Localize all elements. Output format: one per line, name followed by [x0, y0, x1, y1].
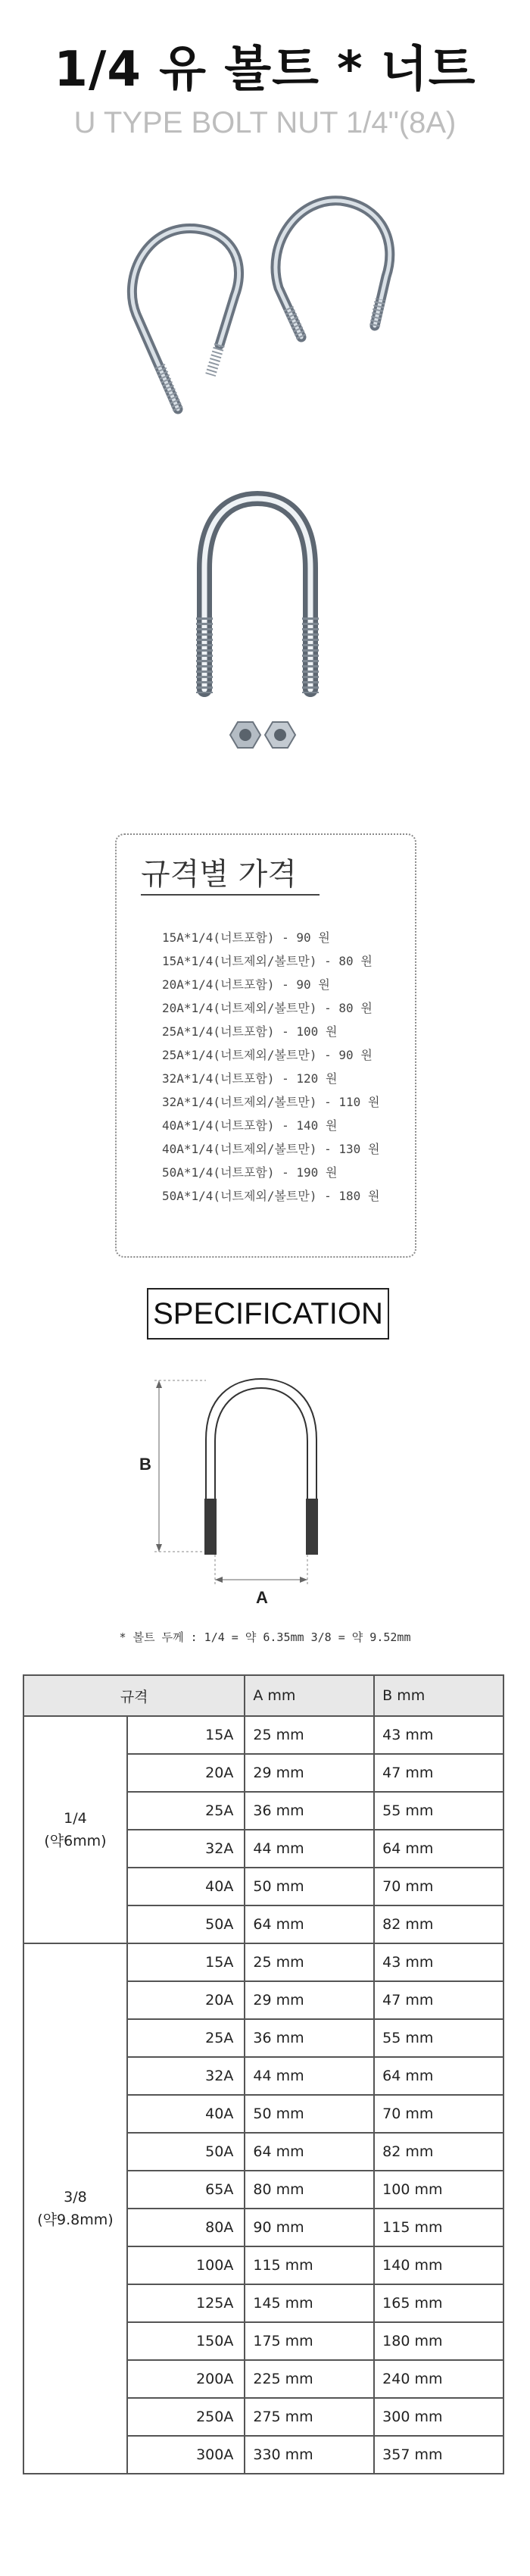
table-row: [23, 1716, 504, 1754]
b-cell: 240 mm: [374, 2360, 504, 2398]
a-cell: 80 mm: [245, 2171, 374, 2209]
u-bolt-photo: [167, 485, 348, 705]
a-cell: 50 mm: [245, 1868, 374, 1905]
size-cell: 300A: [127, 2436, 245, 2474]
a-cell: 36 mm: [245, 2019, 374, 2057]
a-cell: 44 mm: [245, 1830, 374, 1868]
size-cell: 40A: [127, 2095, 245, 2133]
size-cell: 40A: [127, 1868, 245, 1905]
price-list-box: [115, 833, 416, 1258]
size-cell: 15A: [127, 1716, 245, 1754]
group-sub: (약9.8mm): [37, 2212, 114, 2228]
group-name: 3/8: [64, 2189, 87, 2206]
size-cell: 20A: [127, 1754, 245, 1792]
price-list-title: 규격별 가격: [141, 857, 297, 892]
spec-table: [23, 1674, 504, 2474]
price-item: 32A*1/4(너트제외/볼트만) - 110 원: [162, 1095, 380, 1109]
b-cell: 82 mm: [374, 2133, 504, 2171]
b-cell: 300 mm: [374, 2398, 504, 2436]
header-size: 규격: [23, 1675, 245, 1716]
table-header-row: [23, 1675, 504, 1716]
size-cell: 32A: [127, 1830, 245, 1868]
price-item: 20A*1/4(너트포함) - 90 원: [162, 977, 330, 992]
header-a: A mm: [245, 1675, 374, 1716]
group-cell: [23, 1943, 127, 2474]
b-cell: 64 mm: [374, 2057, 504, 2095]
a-cell: 175 mm: [245, 2322, 374, 2360]
b-cell: 47 mm: [374, 1754, 504, 1792]
price-item: 15A*1/4(너트제외/볼트만) - 80 원: [162, 954, 373, 968]
a-cell: 64 mm: [245, 2133, 374, 2171]
price-item: 15A*1/4(너트포함) - 90 원: [162, 930, 330, 945]
a-cell: 225 mm: [245, 2360, 374, 2398]
title-underline: [141, 894, 320, 896]
dimension-a-label: A: [256, 1588, 268, 1607]
a-cell: 330 mm: [245, 2436, 374, 2474]
b-cell: 55 mm: [374, 2019, 504, 2057]
a-cell: 64 mm: [245, 1905, 374, 1943]
thread-left: [204, 1499, 217, 1555]
size-cell: 50A: [127, 2133, 245, 2171]
b-cell: 43 mm: [374, 1943, 504, 1981]
u-bolt-pair-photo: [106, 182, 424, 432]
b-cell: 82 mm: [374, 1905, 504, 1943]
b-cell: 47 mm: [374, 1981, 504, 2019]
b-cell: 55 mm: [374, 1792, 504, 1830]
a-cell: 50 mm: [245, 2095, 374, 2133]
table-row: [23, 1943, 504, 1981]
a-cell: 29 mm: [245, 1754, 374, 1792]
b-cell: 357 mm: [374, 2436, 504, 2474]
size-cell: 25A: [127, 2019, 245, 2057]
a-cell: 275 mm: [245, 2398, 374, 2436]
size-cell: 50A: [127, 1905, 245, 1943]
hex-nuts-photo: [220, 712, 310, 758]
a-cell: 90 mm: [245, 2209, 374, 2246]
group-name: 1/4: [64, 1810, 87, 1827]
group-cell: [23, 1716, 127, 1943]
size-cell: 15A: [127, 1943, 245, 1981]
size-cell: 20A: [127, 1981, 245, 2019]
page-title: 1/4 유 볼트 * 너트: [54, 42, 476, 98]
a-cell: 145 mm: [245, 2284, 374, 2322]
size-cell: 25A: [127, 1792, 245, 1830]
a-cell: 25 mm: [245, 1716, 374, 1754]
size-cell: 80A: [127, 2209, 245, 2246]
b-cell: 100 mm: [374, 2171, 504, 2209]
a-cell: 36 mm: [245, 1792, 374, 1830]
a-cell: 44 mm: [245, 2057, 374, 2095]
size-cell: 250A: [127, 2398, 245, 2436]
dimension-diagram: [129, 1371, 401, 1614]
size-cell: 150A: [127, 2322, 245, 2360]
size-cell: 100A: [127, 2246, 245, 2284]
thread-right: [306, 1499, 318, 1555]
a-cell: 115 mm: [245, 2246, 374, 2284]
bolt-thickness-note: * 볼트 두께 : 1/4 = 약 6.35mm 3/8 = 약 9.52mm: [119, 1630, 411, 1644]
b-cell: 140 mm: [374, 2246, 504, 2284]
b-cell: 43 mm: [374, 1716, 504, 1754]
b-cell: 70 mm: [374, 2095, 504, 2133]
b-cell: 165 mm: [374, 2284, 504, 2322]
dimension-b-label: B: [139, 1455, 151, 1474]
b-cell: 70 mm: [374, 1868, 504, 1905]
size-cell: 125A: [127, 2284, 245, 2322]
price-item: 25A*1/4(너트포함) - 100 원: [162, 1024, 338, 1039]
price-item: 20A*1/4(너트제외/볼트만) - 80 원: [162, 1001, 373, 1015]
price-item: 32A*1/4(너트포함) - 120 원: [162, 1071, 338, 1086]
b-cell: 115 mm: [374, 2209, 504, 2246]
page-subtitle: U TYPE BOLT NUT 1/4"(8A): [73, 106, 457, 139]
size-cell: 65A: [127, 2171, 245, 2209]
specification-heading: SPECIFICATION: [147, 1288, 389, 1340]
price-item: 50A*1/4(너트포함) - 190 원: [162, 1165, 338, 1180]
size-cell: 32A: [127, 2057, 245, 2095]
a-cell: 29 mm: [245, 1981, 374, 2019]
b-cell: 180 mm: [374, 2322, 504, 2360]
b-cell: 64 mm: [374, 1830, 504, 1868]
price-item: 40A*1/4(너트포함) - 140 원: [162, 1118, 338, 1133]
header-b: B mm: [374, 1675, 504, 1716]
price-item: 40A*1/4(너트제외/볼트만) - 130 원: [162, 1142, 380, 1156]
group-sub: (약6mm): [44, 1833, 107, 1849]
size-cell: 200A: [127, 2360, 245, 2398]
a-cell: 25 mm: [245, 1943, 374, 1981]
price-item: 25A*1/4(너트제외/볼트만) - 90 원: [162, 1048, 373, 1062]
price-item: 50A*1/4(너트제외/볼트만) - 180 원: [162, 1189, 380, 1203]
price-list: [162, 926, 379, 1208]
